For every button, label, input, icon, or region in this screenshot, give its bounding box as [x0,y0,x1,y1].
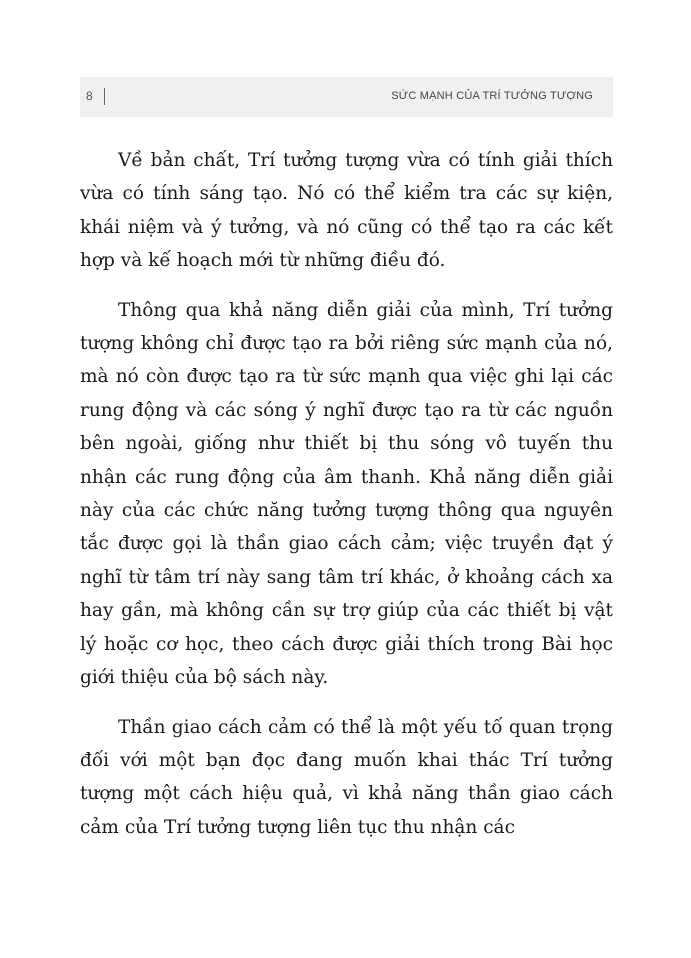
paragraph: Thần giao cách cảm có thể là một yếu tố quan trọng đối với một bạn đọc đang muốn khai thác Trí tưởng tượng một cách hiệu quả, vì khả năng thần giao cách cảm của Trí tưởng tượng liên tục thu nhận các [80,716,613,838]
page-number: 8 [86,89,94,103]
body-text [80,144,613,860]
header-divider [104,88,105,105]
paragraph: Thông qua khả năng diễn giải của mình, Trí tưởng tượng không chỉ được tạo ra bởi riêng sức mạnh của nó, mà nó còn được tạo ra từ sức mạnh qua việc ghi lại các rung động và các sóng ý nghĩ được tạo ra từ các nguồn bên ngoài, giống như thiết bị thu sóng vô tuyến thu nhận các rung động của âm thanh. Khả năng diễn giải này của các chức năng tưởng tượng thông qua nguyên tắc được gọi là thần giao cách cảm; việc truyền đạt ý nghĩ từ tâm trí này sang tâm trí khác, ở khoảng cách xa hay gần, mà không cần sự trợ giúp của các thiết bị vật lý hoặc cơ học, theo cách được giải thích trong Bài học giới thiệu của bộ sách này. [80,299,613,689]
paragraph: Về bản chất, Trí tưởng tượng vừa có tính giải thích vừa có tính sáng tạo. Nó có thể kiểm tra các sự kiện, khái niệm và ý tưởng, và nó cũng có thể tạo ra các kết hợp và kế hoạch mới từ những điều đó. [80,150,613,272]
running-title: SỨC MẠNH CỦA TRÍ TƯỞNG TƯỢNG [391,90,593,102]
page-header [80,77,613,117]
